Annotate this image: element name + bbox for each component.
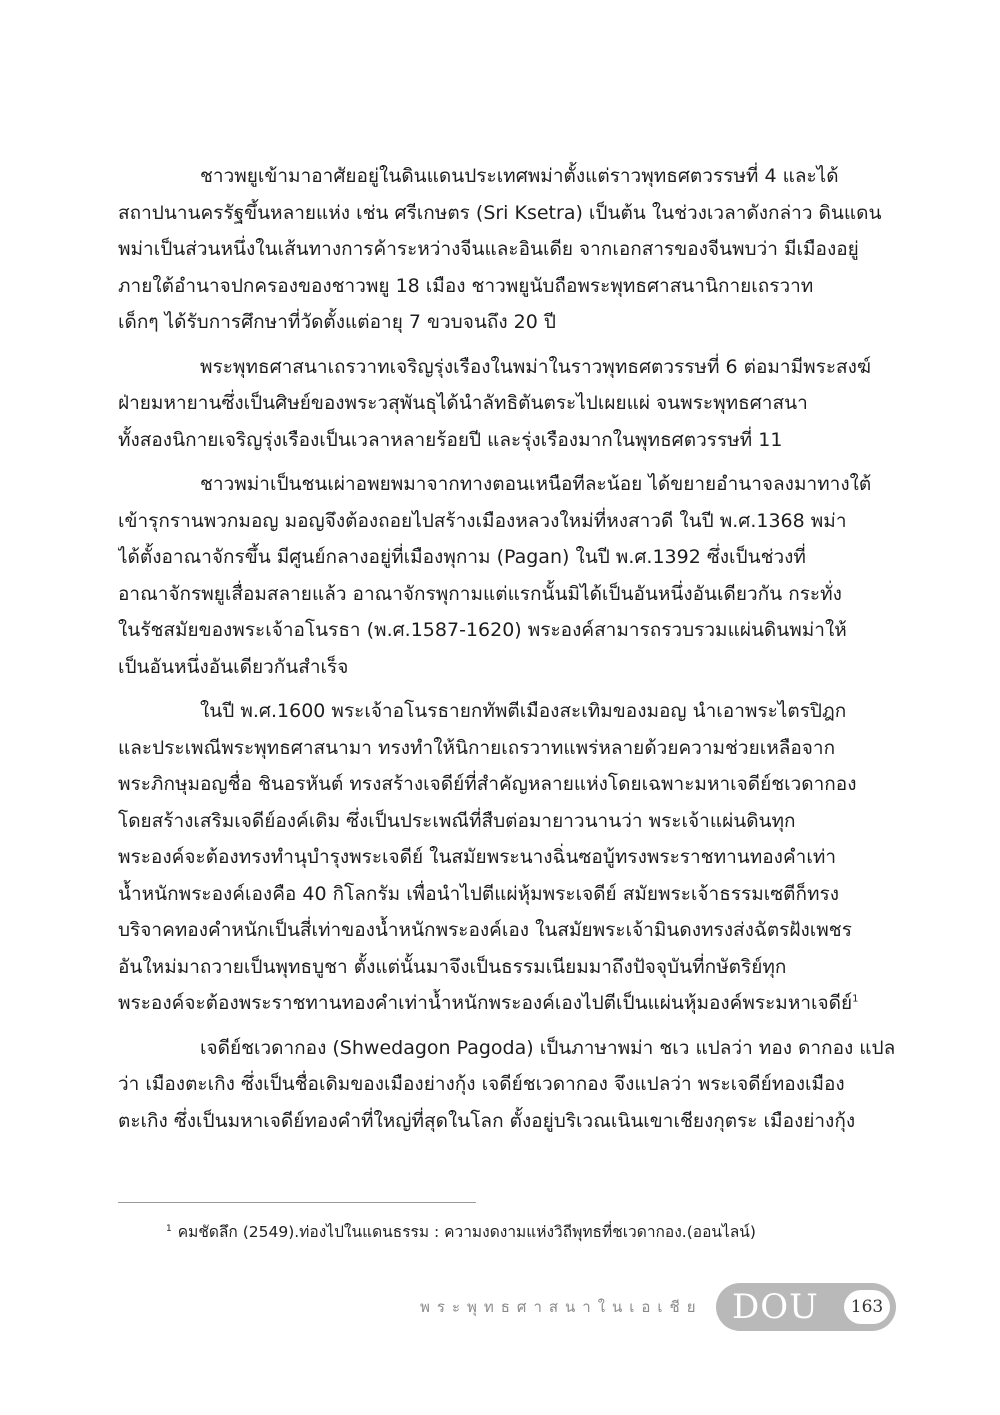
- footnote-marker: 1: [166, 1223, 172, 1234]
- badge-label: DOU: [732, 1287, 819, 1327]
- publisher-badge: [716, 1283, 896, 1331]
- running-head: พระพุทธศาสนาในเอเชีย: [420, 1298, 703, 1316]
- text-line: พระองค์จะต้องทรงทำนุบำรุงพระเจดีย์ ในสมัยพระนางฉิ่นซอบู้ทรงพระราชทานทองคำเท่า: [118, 846, 837, 868]
- text-line: สถาปนานครรัฐขึ้นหลายแห่ง เช่น ศรีเกษตร (Sri Ksetra) เป็นต้น ในช่วงเวลาดังกล่าว ดินแดน: [118, 201, 882, 224]
- text-line: ในรัชสมัยของพระเจ้าอโนรธา (พ.ศ.1587-1620) พระองค์สามารถรวบรวมแผ่นดินพม่าให้: [118, 619, 847, 641]
- text-line: ชาวพยูเข้ามาอาศัยอยู่ในดินแดนประเทศพม่าตั้งแต่ราวพุทธศตวรรษที่ 4 และได้: [200, 165, 839, 187]
- text-line: อันใหม่มาถวายเป็นพุทธบูชา ตั้งแต่นั้นมาจึงเป็นธรรมเนียมมาถึงปัจจุบันที่กษัตริย์ทุก: [118, 955, 787, 978]
- text-line-content: พระองค์จะต้องพระราชทานทองคำเท่าน้ำหนักพระองค์เองไปตีเป็นแผ่นหุ้มองค์พระมหาเจดีย์: [118, 992, 853, 1014]
- paragraph-2: [118, 349, 896, 459]
- footnote-divider: [118, 1202, 476, 1203]
- text-line: พม่าเป็นส่วนหนึ่งในเส้นทางการค้าระหว่างจีนและอินเดีย จากเอกสารของจีนพบว่า มีเมืองอยู่: [118, 238, 859, 260]
- text-line: ตะเกิง ซึ่งเป็นมหาเจดีย์ทองคำที่ใหญ่ที่สุดในโลก ตั้งอยู่บริเวณเนินเขาเชียงกุตระ เมืองย่างกุ้ง: [118, 1109, 856, 1132]
- text-line: และประเพณีพระพุทธศาสนามา ทรงทำให้นิกายเถรวาทแพร่หลายด้วยความช่วยเหลือจาก: [118, 736, 836, 759]
- text-line: ฝ่ายมหายานซึ่งเป็นศิษย์ของพระวสุพันธุได้นำลัทธิตันตระไปเผยแผ่ จนพระพุทธศาสนา: [118, 392, 808, 414]
- paragraph-1: [118, 158, 896, 341]
- text-line: เข้ารุกรานพวกมอญ มอญจึงต้องถอยไปสร้างเมืองหลวงใหม่ที่หงสาวดี ในปี พ.ศ.1368 พม่า: [118, 509, 847, 532]
- text-line: น้ำหนักพระองค์เองคือ 40 กิโลกรัม เพื่อนำไปตีแผ่หุ้มพระเจดีย์ สมัยพระเจ้าธรรมเซตีก็ทรง: [118, 882, 839, 905]
- body-text: [118, 158, 896, 1147]
- text-line: เป็นอันหนึ่งอันเดียวกันสำเร็จ: [118, 655, 349, 678]
- text-line: โดยสร้างเสริมเจดีย์องค์เดิม ซึ่งเป็นประเพณีที่สืบต่อมายาวนานว่า พระเจ้าแผ่นดินทุก: [118, 809, 796, 832]
- paragraph-3: [118, 466, 896, 685]
- text-line: บริจาคทองคำหนักเป็นสี่เท่าของน้ำหนักพระองค์เอง ในสมัยพระเจ้ามินดงทรงส่งฉัตรฝังเพชร: [118, 919, 852, 941]
- footnote-reference[interactable]: 1: [852, 993, 859, 1005]
- text-line: [118, 985, 896, 1022]
- text-line: ภายใต้อำนาจปกครองของชาวพยู 18 เมือง ชาวพยูนับถือพระพุทธศาสนานิกายเถรวาท: [118, 274, 814, 297]
- paragraph-4: [118, 693, 896, 1022]
- text-line: พระพุทธศาสนาเถรวาทเจริญรุ่งเรืองในพม่าในราวพุทธศตวรรษที่ 6 ต่อมามีพระสงฆ์: [200, 355, 872, 378]
- page-number: 163: [844, 1290, 890, 1324]
- text-line: อาณาจักรพยูเสื่อมสลายแล้ว อาณาจักรพุกามแต่แรกนั้นมิได้เป็นอันหนึ่งอันเดียวกัน กระทั่ง: [118, 582, 842, 605]
- text-line: ว่า เมืองตะเกิง ซึ่งเป็นชื่อเดิมของเมืองย่างกุ้ง เจดีย์ชเวดากอง จึงแปลว่า พระเจดีย์ทองเมือง: [118, 1073, 845, 1095]
- text-line: เด็กๆ ได้รับการศึกษาที่วัดตั้งแต่อายุ 7 ขวบจนถึง 20 ปี: [118, 311, 556, 333]
- text-line: เจดีย์ชเวดากอง (Shwedagon Pagoda) เป็นภาษาพม่า ชเว แปลว่า ทอง ดากอง แปล: [200, 1036, 896, 1059]
- footnote-text: คมชัดลึก (2549).ท่องไปในแดนธรรม : ความงดงามแห่งวิถีพุทธที่ชเวดากอง.(ออนไลน์): [177, 1223, 756, 1241]
- text-line: ชาวพม่าเป็นชนเผ่าอพยพมาจากทางตอนเหนือทีละน้อย ได้ขยายอำนาจลงมาทางใต้: [200, 473, 872, 495]
- footnote: [166, 1220, 886, 1244]
- text-line: พระภิกษุมอญชื่อ ชินอรหันต์ ทรงสร้างเจดีย์ที่สำคัญหลายแห่งโดยเฉพาะมหาเจดีย์ชเวดากอง: [118, 773, 857, 795]
- text-line: ในปี พ.ศ.1600 พระเจ้าอโนรธายกทัพตีเมืองสะเทิมของมอญ นำเอาพระไตรปิฎก: [200, 700, 847, 722]
- text-line: ทั้งสองนิกายเจริญรุ่งเรืองเป็นเวลาหลายร้อยปี และรุ่งเรืองมากในพุทธศตวรรษที่ 11: [118, 428, 783, 451]
- paragraph-5: [118, 1030, 896, 1140]
- text-line: ได้ตั้งอาณาจักรขึ้น มีศูนย์กลางอยู่ที่เมืองพุกาม (Pagan) ในปี พ.ศ.1392 ซึ่งเป็นช่วงที่: [118, 546, 806, 568]
